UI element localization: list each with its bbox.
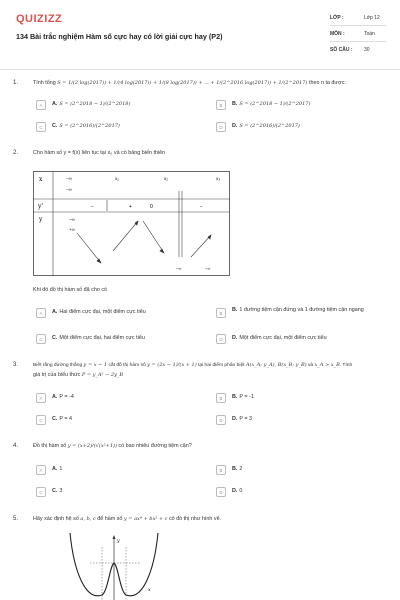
- option-b[interactable]: [216, 393, 366, 405]
- question-text: Cho hàm số y = f(x) liên tục tại x₀ và có bảng biến thiên: [33, 150, 166, 156]
- question-text-part: theo n ta được:: [308, 80, 346, 86]
- table-x-value: x₂: [164, 176, 168, 181]
- table-y-label: y: [39, 216, 43, 223]
- option-label: D.: [232, 335, 238, 341]
- option-text: 2: [239, 466, 243, 472]
- option-b[interactable]: [216, 100, 366, 112]
- divider: [330, 41, 386, 42]
- option-text: Hai điểm cực đại, một điểm cực tiểu: [59, 309, 146, 315]
- question-text-part: . Tính: [339, 363, 353, 368]
- table-sign: −: [200, 204, 203, 210]
- option-letter-box: B: [216, 308, 226, 318]
- option-letter-box: C: [36, 122, 46, 132]
- table-sign: 0: [150, 204, 153, 210]
- question-text-part: cắt đồ thị hàm số: [108, 363, 146, 368]
- option-label: B.: [232, 394, 238, 400]
- option-text: 1 đường tiệm cận đứng và 1 đường tiệm cận ngang: [239, 307, 364, 313]
- quizizz-logo: QUIZIZZ: [16, 13, 63, 25]
- option-d[interactable]: [216, 122, 366, 134]
- option-text: S = (2^2018 − 1)/(2^2017): [239, 101, 311, 107]
- meta-value: 30: [364, 47, 370, 53]
- meta-count: [330, 47, 390, 57]
- question-text-part: có đồ thị như hình vẽ.: [168, 516, 222, 522]
- option-d[interactable]: [216, 334, 366, 346]
- option-label: C.: [52, 335, 58, 341]
- option-a[interactable]: [36, 393, 186, 405]
- table-x-value: x₃: [216, 176, 221, 181]
- y-axis-label: y: [117, 539, 120, 544]
- question-text-part: Đồ thị hàm số: [33, 443, 67, 449]
- option-a[interactable]: [36, 465, 186, 477]
- question-number: 4.: [13, 443, 19, 449]
- option-letter-box: A: [36, 100, 46, 110]
- option-letter-box: D: [216, 415, 226, 425]
- meta-value: Toán: [364, 31, 375, 37]
- question-number: 3.: [13, 362, 19, 368]
- option-text: 0: [239, 488, 243, 494]
- header: [0, 0, 400, 70]
- option-letter-box: D: [216, 487, 226, 497]
- option-letter-box: D: [216, 334, 226, 344]
- function-graph: [60, 533, 170, 600]
- math-formula: P = y_A² − 2y_B: [81, 372, 124, 378]
- option-letter-box: A: [36, 465, 46, 475]
- option-label: A.: [52, 309, 58, 315]
- meta-class: [330, 15, 390, 25]
- option-letter-box: A: [36, 393, 46, 403]
- option-letter-box: D: [216, 122, 226, 132]
- option-letter-box: B: [216, 100, 226, 110]
- math-formula: y = x − 1: [83, 362, 108, 368]
- question-text-part: để hàm số: [97, 516, 123, 522]
- question-text-part: Hãy xác định hệ số: [33, 516, 79, 522]
- x-axis-label: x: [148, 588, 151, 593]
- option-a[interactable]: [36, 308, 186, 320]
- option-label: D.: [232, 488, 238, 494]
- question-text-part: giá trị của biểu thức: [33, 372, 81, 378]
- question-text: Khi đó đồ thị hàm số đã cho có: [33, 287, 108, 293]
- math-formula: y = ax⁴ + bx² + c: [123, 516, 168, 522]
- question-text-part: Biết rằng đường thẳng: [33, 363, 83, 368]
- question-text-part: và: [307, 363, 314, 368]
- option-text: S = (2^2016)/(2^2017): [239, 123, 300, 129]
- option-label: A.: [52, 394, 58, 400]
- option-label: D.: [232, 123, 238, 129]
- question-text: [33, 372, 123, 378]
- option-label: B.: [232, 466, 238, 472]
- table-x-value: −∞: [66, 187, 72, 192]
- table-x-value: x₁: [115, 176, 119, 181]
- option-c[interactable]: [36, 122, 186, 134]
- table-x-label: x: [39, 176, 43, 183]
- variation-arrows: [77, 221, 211, 263]
- question-text: [33, 80, 346, 86]
- meta-label: SỐ CÂU :: [330, 47, 353, 53]
- table-sign: +: [129, 204, 132, 210]
- question-number: 5.: [13, 516, 19, 522]
- math-formula: a, b, c: [80, 516, 96, 522]
- option-c[interactable]: [36, 415, 186, 427]
- option-letter-box: A: [36, 308, 46, 318]
- option-text: Một điểm cực đại, một điểm cực tiểu: [239, 335, 327, 341]
- math-formula: x_A > x_B: [314, 362, 340, 368]
- question-text: [33, 362, 393, 368]
- option-text: S = (2^2016)/(2^2017): [59, 123, 120, 129]
- option-c[interactable]: [36, 334, 186, 346]
- option-letter-box: B: [216, 393, 226, 403]
- option-d[interactable]: [216, 487, 366, 499]
- table-y-value: −∞: [69, 217, 75, 222]
- option-label: C.: [52, 123, 58, 129]
- option-text: P = -1: [239, 394, 254, 400]
- question-text-part: có bao nhiêu đường tiệm cận?: [118, 443, 192, 449]
- meta-value: Lớp 12: [364, 15, 380, 21]
- question-text-part: Tính tổng: [33, 80, 56, 86]
- page-title: 134 Bài trắc nghiệm Hàm số cực hay có lời giải cực hay (P2): [16, 32, 223, 41]
- table-y-value: +∞: [69, 227, 75, 232]
- table-yprime-label: y': [38, 203, 44, 210]
- question-number: 2.: [13, 150, 19, 156]
- table-sign: −: [91, 204, 94, 210]
- math-formula: y = (x+2)/(√(x²+1)): [67, 443, 117, 449]
- option-label: C.: [52, 488, 58, 494]
- option-text: Một điểm cực đại, hai điểm cực tiểu: [59, 335, 145, 341]
- option-letter-box: C: [36, 415, 46, 425]
- variation-table: [33, 171, 230, 276]
- meta-label: LỚP :: [330, 15, 344, 21]
- option-text: 1: [59, 466, 63, 472]
- option-text: 3: [59, 488, 63, 494]
- option-label: A.: [52, 101, 58, 107]
- math-formula: A(x_A; y_A), B(x_B; y_B): [245, 362, 307, 368]
- option-text: S = (2^2018 − 1)/(2^2018): [59, 101, 131, 107]
- option-text: P = 3: [239, 416, 253, 422]
- meta-subject: [330, 31, 390, 41]
- question-number: 1.: [13, 80, 19, 86]
- table-y-value: −∞: [176, 266, 182, 271]
- arrow-up-icon: [113, 535, 116, 539]
- divider: [330, 25, 386, 26]
- option-text: P = -4: [59, 394, 74, 400]
- question-text-part: tại hai điểm phân biệt: [198, 363, 245, 368]
- meta-label: MÔN :: [330, 31, 345, 37]
- option-letter-box: C: [36, 334, 46, 344]
- option-d[interactable]: [216, 415, 366, 427]
- option-label: C.: [52, 416, 58, 422]
- option-label: B.: [232, 307, 238, 313]
- question-text: [33, 516, 221, 522]
- option-label: D.: [232, 416, 238, 422]
- math-formula: y = (2x − 1)/(x + 1): [147, 362, 197, 368]
- option-c[interactable]: [36, 487, 186, 499]
- option-label: B.: [232, 101, 238, 107]
- option-letter-box: C: [36, 487, 46, 497]
- option-b[interactable]: [216, 308, 386, 320]
- question-text: [33, 443, 192, 449]
- option-letter-box: B: [216, 465, 226, 475]
- option-label: A.: [52, 466, 58, 472]
- option-b[interactable]: [216, 465, 366, 477]
- math-formula: S = 1/(2 log(2017)) + 1/(4 log(2017)) + 1/(8 log(2017)) + ... + 1/(2^2016 log(2017)) + 1/(2^2017): [57, 80, 309, 86]
- option-a[interactable]: [36, 100, 186, 112]
- table-x-value: −∞: [66, 176, 72, 181]
- table-y-value: −∞: [205, 266, 211, 271]
- option-text: P = 4: [59, 416, 73, 422]
